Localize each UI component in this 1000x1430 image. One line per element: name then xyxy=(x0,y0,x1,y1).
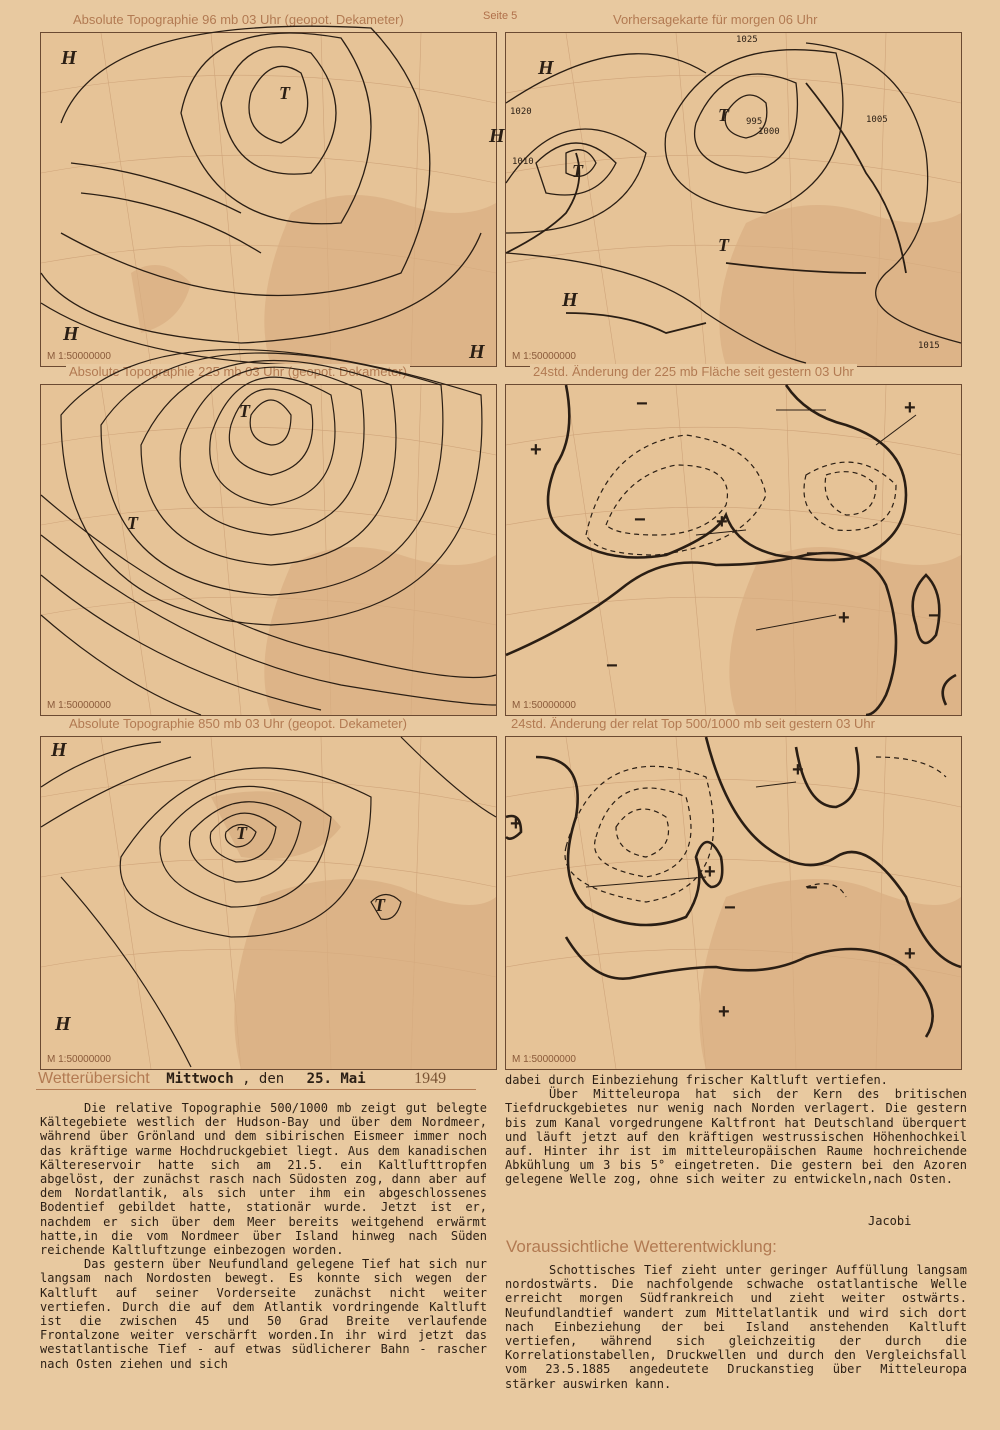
high-pressure-marker: H xyxy=(489,125,505,147)
rise-marker: + xyxy=(904,397,916,419)
high-pressure-marker: H xyxy=(538,57,554,79)
low-pressure-marker: T xyxy=(239,401,250,421)
rise-marker: + xyxy=(530,439,542,461)
map-forecast-graphic xyxy=(506,33,961,366)
map-topography-850mb[interactable] xyxy=(40,736,497,1070)
low-pressure-marker: T xyxy=(127,513,138,533)
high-pressure-marker: H xyxy=(55,1013,71,1035)
overview-paragraph: Die relative Topographie 500/1000 mb zeigt gut belegte Kältegebiete westlich der Hudson-Bay und über dem Nordmeer, während über Grönland und dem sibirischen Eismeer immer noch das kräftige warme Hochdruckgebiet liegt. Aus dem kanadischen Kältereservoir hatte sich am 21.5. ein Kaltlufttropfen abgelöst, der zunächst rasch nach Südosten zog, dann aber auf dem Nordatlantik, als sich unter ihm ein abgeschlossenes Bodentief gebildet hatte, stationär wurde. Jetzt ist er, nachdem er sich über dem Meer bereits weitgehend erwärmt hatte,in die vom Nordmeer über Island hinweg nach Süden reichende Kaltluftzunge einbezogen worden. xyxy=(40,1101,487,1258)
map-scale: M 1:50000000 xyxy=(512,1054,576,1065)
map-scale: M 1:50000000 xyxy=(47,1054,111,1065)
overview-paragraph: Über Mitteleuropa hat sich der Kern des britischen Tiefdruckgebietes nur wenig nach Norden verlagert. Die gestern bis zum Kanal vorgedrungene Kaltfront hat Deutschland überquert und läuft jetzt auf den kräftigen westrussischen Höhenhochkeil auf. Hinter ihr ist im mitteleuropäischen Raume hochreichende Abkühlung um 3 bis 5° eingetreten. Die gestern bei den Azoren gelegene Welle zog, ohne sich weiter zu entwickeln,nach Osten. xyxy=(505,1087,967,1187)
map-title-850mb: Absolute Topographie 850 mb 03 Uhr (geopot. Dekameter) xyxy=(66,716,410,731)
rise-marker: + xyxy=(904,943,916,965)
low-pressure-marker: T xyxy=(374,895,385,915)
map-forecast-tomorrow[interactable] xyxy=(505,32,962,367)
high-pressure-marker: H xyxy=(63,323,79,345)
isobar-label: 1005 xyxy=(866,115,888,125)
fall-marker: − xyxy=(606,655,618,677)
map-title-225mb: Absolute Topographie 225 mb 03 Uhr (geopot. Dekameter) xyxy=(66,364,410,379)
map-850mb-graphic xyxy=(41,737,496,1069)
low-pressure-marker: T xyxy=(236,823,247,843)
map-change-225mb[interactable] xyxy=(505,384,962,716)
fall-marker: − xyxy=(806,877,818,899)
isobar-label: 1025 xyxy=(736,35,758,45)
map-scale: M 1:50000000 xyxy=(512,351,576,362)
forecast-column xyxy=(505,1263,967,1391)
low-pressure-marker: T xyxy=(572,161,583,181)
fall-marker: − xyxy=(636,393,648,415)
isobar-label: 1015 xyxy=(918,341,940,351)
overview-paragraph: dabei durch Einbeziehung frischer Kaltluft vertiefen. xyxy=(505,1073,888,1087)
weekday: Mittwoch xyxy=(166,1071,234,1087)
high-pressure-marker: H xyxy=(51,739,67,761)
map-title-forecast: Vorhersagekarte für morgen 06 Uhr xyxy=(610,12,821,27)
den-label: , den xyxy=(242,1071,285,1087)
page-number: Seite 5 xyxy=(483,10,518,22)
rise-marker: + xyxy=(510,813,522,835)
high-pressure-marker: H xyxy=(562,289,578,311)
author-signature: Jacobi xyxy=(868,1214,912,1228)
overview-title: Wetterübersicht xyxy=(38,1070,150,1087)
high-pressure-marker: H xyxy=(469,341,485,363)
fall-marker: − xyxy=(806,543,818,565)
year: 1949 xyxy=(414,1070,447,1087)
rise-marker: + xyxy=(704,861,716,883)
high-pressure-marker: H xyxy=(61,47,77,69)
isobar-label: 1020 xyxy=(510,107,532,117)
rise-marker: + xyxy=(838,607,850,629)
date: 25. Mai xyxy=(306,1071,366,1087)
map-topography-96mb[interactable] xyxy=(40,32,505,367)
weather-overview-header xyxy=(38,1070,446,1088)
fall-marker: − xyxy=(724,897,736,919)
map-scale: M 1:50000000 xyxy=(47,351,111,362)
low-pressure-marker: T xyxy=(718,105,729,125)
low-pressure-marker: T xyxy=(718,235,729,255)
map-title-96mb: Absolute Topographie 96 mb 03 Uhr (geopot. Dekameter) xyxy=(70,12,407,27)
overview-left-column xyxy=(40,1101,487,1371)
rise-marker: + xyxy=(718,1001,730,1023)
rise-marker: + xyxy=(716,511,728,533)
forecast-title: Voraussichtliche Wetterentwicklung: xyxy=(506,1237,777,1256)
rise-marker: + xyxy=(792,759,804,781)
fall-marker: − xyxy=(928,605,940,627)
low-pressure-marker: T xyxy=(279,83,290,103)
map-scale: M 1:50000000 xyxy=(47,700,111,711)
map-topography-225mb[interactable] xyxy=(40,384,497,716)
isobar-label: 995 xyxy=(746,117,763,127)
map-scale: M 1:50000000 xyxy=(512,700,576,711)
map-title-relat-top: 24std. Änderung der relat Top 500/1000 mb seit gestern 03 Uhr xyxy=(508,716,878,731)
fall-marker: − xyxy=(634,509,646,531)
map-title-225mb-change: 24std. Änderung der 225 mb Fläche seit gestern 03 Uhr xyxy=(530,364,857,379)
map-225mb-graphic xyxy=(41,385,496,715)
map-225mb-change-graphic xyxy=(506,385,961,715)
header-rule xyxy=(36,1089,476,1090)
map-change-relat-top[interactable] xyxy=(505,736,962,1070)
forecast-paragraph: Schottisches Tief zieht unter geringer Auffüllung langsam nordostwärts. Die nachfolgende schwache ostatlantische Welle erreicht morgen Südfrankreich und zieht weiter ostwärts. Neufundlandtief wandert zum Mittelatlantik und wird sich dort nach Einbeziehung der bei Island anstehenden Kaltluft vertiefen, während sich gleichzeitig der durch die Korrelationstabellen, Druckwellen und durch den Vergleichsfall vom 23.5.1885 angedeutete Druckanstieg über Mitteleuropa stärker auswirken kann. xyxy=(505,1263,967,1391)
overview-paragraph: Das gestern über Neufundland gelegene Tief hat sich nur langsam nach Nordosten bewegt. Es konnte sich wegen der Kaltluft auf seiner Vorderseite zunächst nicht weiter vertiefen. Durch die auf dem Atlantik vordringende Kaltluft ist die zwischen 45 und 50 Grad Breite verlaufende Frontalzone weiter verschärft worden.In ihr wird jetzt das westatlantische Tief - auf etwas südlicherer Bahn - rascher nach Osten ziehen und sich xyxy=(40,1257,487,1371)
isobar-label: 1000 xyxy=(758,127,780,137)
overview-right-column xyxy=(505,1073,967,1187)
map-96mb-graphic xyxy=(41,33,496,366)
isobar-label: 1010 xyxy=(512,157,534,167)
